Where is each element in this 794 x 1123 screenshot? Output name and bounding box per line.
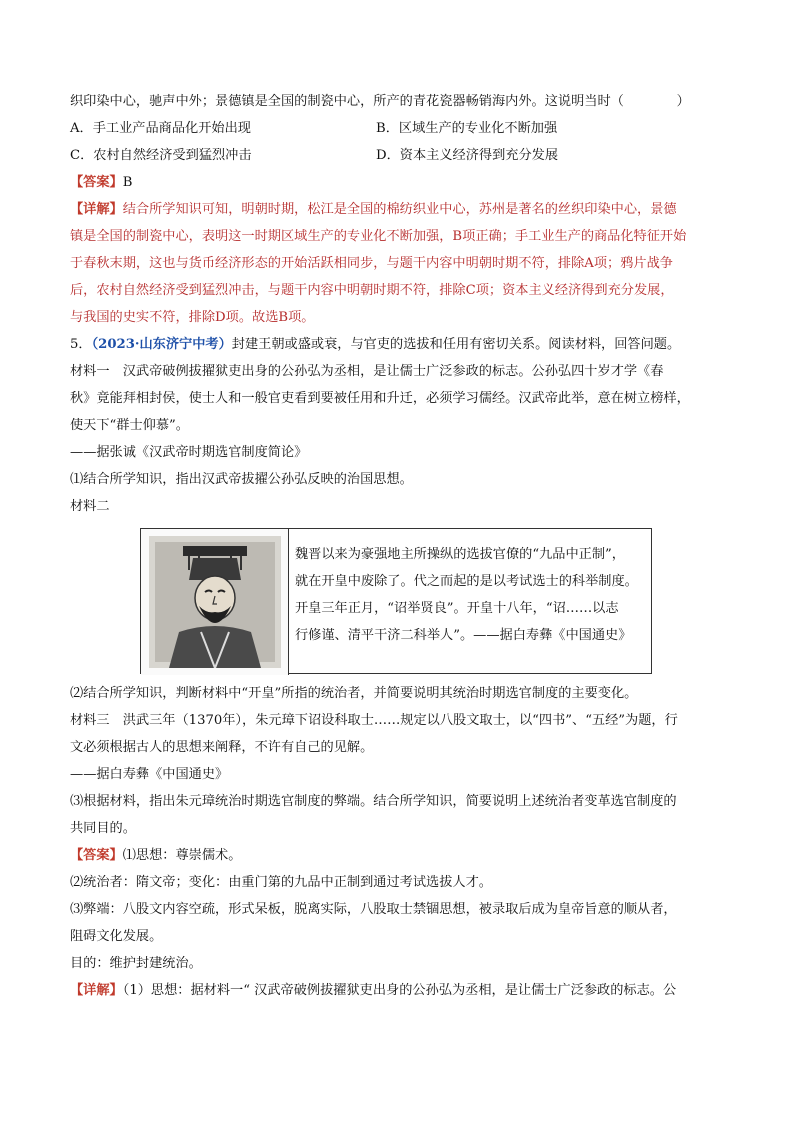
detail-5-line-1	[70, 977, 726, 1004]
option-a: A．手工业产品商品化开始出现	[70, 121, 251, 136]
options-row-ab	[70, 115, 726, 142]
emperor-portrait-image	[141, 529, 289, 675]
option-c: C．农村自然经济受到猛烈冲击	[70, 148, 252, 163]
material-2-text-line-3: 开皇三年正月，“诏举贤良”。开皇十八年，“诏……以志	[295, 601, 619, 616]
answer-5-part-2: ⑵统治者：隋文帝；变化：由重门第的九品中正制到通过考试选拔人才。	[70, 875, 492, 890]
answer-5-part-1: ⑴思想：尊崇儒术。	[122, 848, 242, 863]
material-2-label: 材料二	[70, 499, 110, 514]
material-2-box	[140, 528, 652, 674]
material-2-text-line-1: 魏晋以来为豪强地主所操纵的选拔官僚的“九品中正制”，	[295, 547, 625, 562]
detail-tag: 【详解】	[70, 983, 123, 998]
option-b: B．区域生产的专业化不断加强	[376, 121, 558, 136]
material-2-text	[289, 529, 651, 673]
material-3-citation: ——据白寿彝《中国通史》	[70, 767, 229, 782]
question-5-stem	[70, 331, 726, 358]
sub-question-1: ⑴结合所学知识，指出汉武帝拔擢公孙弘反映的治国思想。	[70, 472, 413, 487]
detail-tag: 【详解】	[70, 202, 123, 217]
sub-question-2: ⑵结合所学知识，判断材料中“开皇”所指的统治者，并简要说明其统治时期选官制度的主要变化。	[70, 686, 638, 701]
option-d: D．资本主义经济得到充分发展	[376, 148, 559, 163]
detail-4-line-3: 于春秋末期，这也与货币经济形态的开始活跃相同步，与题干内容中明朝时期不符，排除A项；鸦片战争	[70, 256, 673, 271]
options-row-cd	[70, 142, 726, 169]
material-1-line-1: 材料一 汉武帝破例拔擢狱吏出身的公孙弘为丞相，是让儒士广泛参政的标志。公孙弘四十岁才学《春	[70, 364, 664, 379]
sub-question-3-line-1: ⑶根据材料，指出朱元璋统治时期选官制度的弊端。结合所学知识，简要说明上述统治者变革选官制度的	[70, 794, 677, 809]
material-3-line-2: 文必须根据古人的思想来阐释，不许有自己的见解。	[70, 740, 374, 755]
material-1-line-2: 秋》竟能拜相封侯，使士人和一般官吏看到要被任用和升迁，必须学习儒经。汉武帝此举，意在树立榜样，	[70, 391, 690, 406]
answer-tag: 【答案】	[70, 848, 123, 863]
emperor-portrait-icon	[149, 536, 281, 668]
answer-5-line-1	[70, 842, 726, 869]
material-1-line-3: 使天下“群士仰慕”。	[70, 418, 189, 433]
answer-5-part-3-line-1: ⑶弊端：八股文内容空疏，形式呆板，脱离实际，八股取士禁锢思想，被录取后成为皇帝旨意的顺从者，	[70, 902, 677, 917]
detail-4	[70, 196, 726, 331]
answer-4	[70, 169, 726, 196]
detail-5-text: （1）思想：据材料一“ 汉武帝破例拔擢狱吏出身的公孙弘为丞相，是让儒士广泛参政的标志。公	[122, 983, 677, 998]
material-1-citation: ——据张诚《汉武帝时期选官制度简论》	[70, 445, 308, 460]
detail-4-line-1: 结合所学知识可知，明朝时期，松江是全国的棉纺织业中心，苏州是著名的丝织印染中心，景德	[122, 202, 677, 217]
question-5-source: （2023·山东济宁中考）	[91, 337, 232, 352]
detail-4-line-5: 与我国的史实不符，排除D项。故选B项。	[70, 310, 315, 325]
answer-5-purpose: 目的：维护封建统治。	[70, 956, 202, 971]
question-5-number: 5．	[70, 337, 92, 352]
detail-4-line-4: 后，农村自然经济受到猛烈冲击，与题干内容中明朝时期不符，排除C项；资本主义经济得到充分发展，	[70, 283, 674, 298]
material-3-line-1: 材料三 洪武三年（1370年），朱元璋下诏设科取士……规定以八股文取士，以“四书”、“五经”为题，行	[70, 713, 678, 728]
answer-value: B	[122, 175, 133, 190]
material-2-text-line-2: 就在开皇中废除了。代之而起的是以考试选士的科举制度。	[295, 574, 638, 589]
answer-5-part-3-line-2: 阻碍文化发展。	[70, 929, 163, 944]
detail-4-line-2: 镇是全国的制瓷中心，表明这一时期区域生产的专业化不断加强，B项正确；手工业生产的商品化特征开始	[70, 229, 687, 244]
sub-question-3-line-2: 共同目的。	[70, 821, 136, 836]
material-2-text-line-4: 行修谨、清平干济二科举人”。——据白寿彝《中国通史》	[295, 628, 632, 643]
question-5-text: 封建王朝或盛或衰，与官吏的选拔和任用有密切关系。阅读材料，回答问题。	[231, 337, 681, 352]
material-2-box-row	[70, 520, 726, 680]
document-page	[70, 88, 726, 1004]
answer-tag: 【答案】	[70, 175, 123, 190]
question-4-stem-tail: 织印染中心，驰声中外；景德镇是全国的制瓷中心，所产的青花瓷器畅销海内外。这说明当时（ ）	[70, 94, 690, 109]
